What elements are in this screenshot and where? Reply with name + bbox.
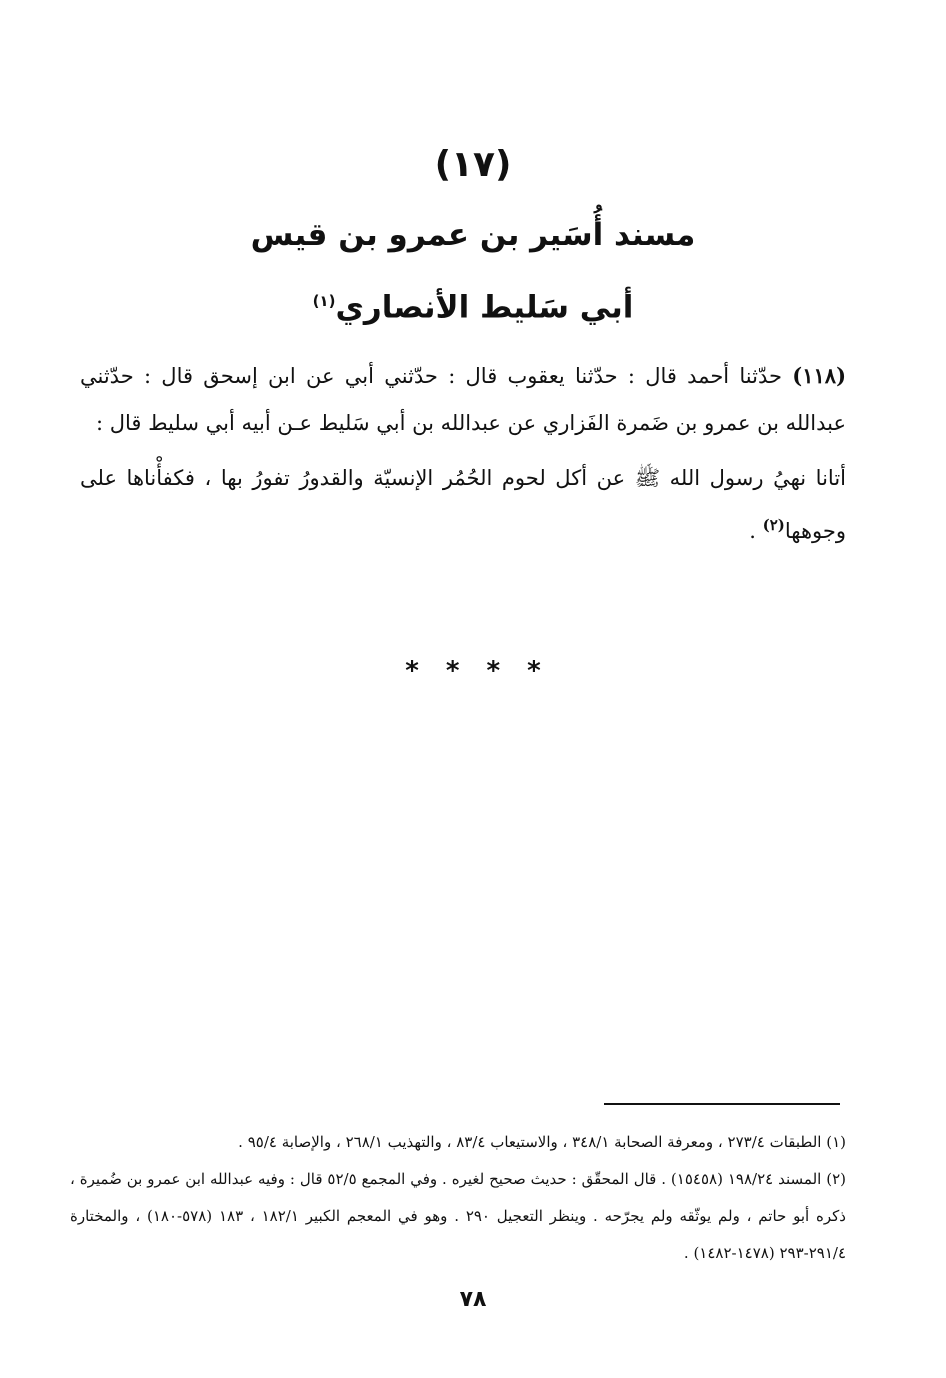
- footnote-marker: (١): [312, 292, 336, 310]
- hadith-number: (١١٨): [792, 363, 846, 388]
- hadith-matn-text: أتانا نهيُ رسول الله ﷺ عن أكل لحوم الحُمُر الإنسيّة والقدورُ تفورُ بها ، فكفأْناها على وجوهها: [80, 466, 846, 543]
- chapter-number: (١٧): [434, 144, 512, 185]
- footnotes: [70, 1124, 846, 1272]
- hadith-isnad: [80, 352, 846, 447]
- hadith-block: [80, 352, 846, 555]
- hadith-matn-end: .: [749, 519, 763, 543]
- footnote-divider: [604, 1103, 840, 1105]
- chapter-title: مسند أُسَير بن عمرو بن قيس: [250, 217, 696, 253]
- footnote-2: (٢) المسند ١٩٨/٢٤ (١٥٤٥٨) . قال المحقّق : حديث صحيح لغيره . وفي المجمع ٥٢/٥ قال : وفيه عبدالله ابن عمرو بن ضُميرة ، ذكره أبو حاتم ، ولم يوثّقه ولم يجرّحه . وينظر التعجيل ٢٩٠ . وهو في المعجم الكبير ١٨٢/١ ، ١٨٣ (٥٧٨-١٨٠) ، والمختارة ٢٩١/٤-٢٩٣ (١٤٧٨-١٤٨٢) .: [70, 1170, 846, 1262]
- footnote-marker: (٢): [762, 516, 785, 534]
- chapter-subtitle: [0, 278, 946, 330]
- section-separator: * * * *: [405, 656, 541, 686]
- page-number: ٧٨: [459, 1287, 487, 1312]
- hadith-matn: [80, 455, 846, 555]
- hadith-isnad-text: حدّثنا أحمد قال : حدّثنا يعقوب قال : حدّثني أبي عن ابن إسحق قال : حدّثني عبدالله بن عمرو بن ضَمرة الفَزاري عن عبدالله بن أبي سَليط عـن أبيه أبي سليط قال :: [80, 364, 846, 435]
- chapter-subtitle-text: أبي سَليط الأنصاري: [335, 289, 634, 326]
- footnote-1: (١) الطبقات ٢٧٣/٤ ، ومعرفة الصحابة ٣٤٨/١ ، والاستيعاب ٨٣/٤ ، والتهذيب ٢٦٨/١ ، والإصابة ٩٥/٤ .: [238, 1133, 846, 1151]
